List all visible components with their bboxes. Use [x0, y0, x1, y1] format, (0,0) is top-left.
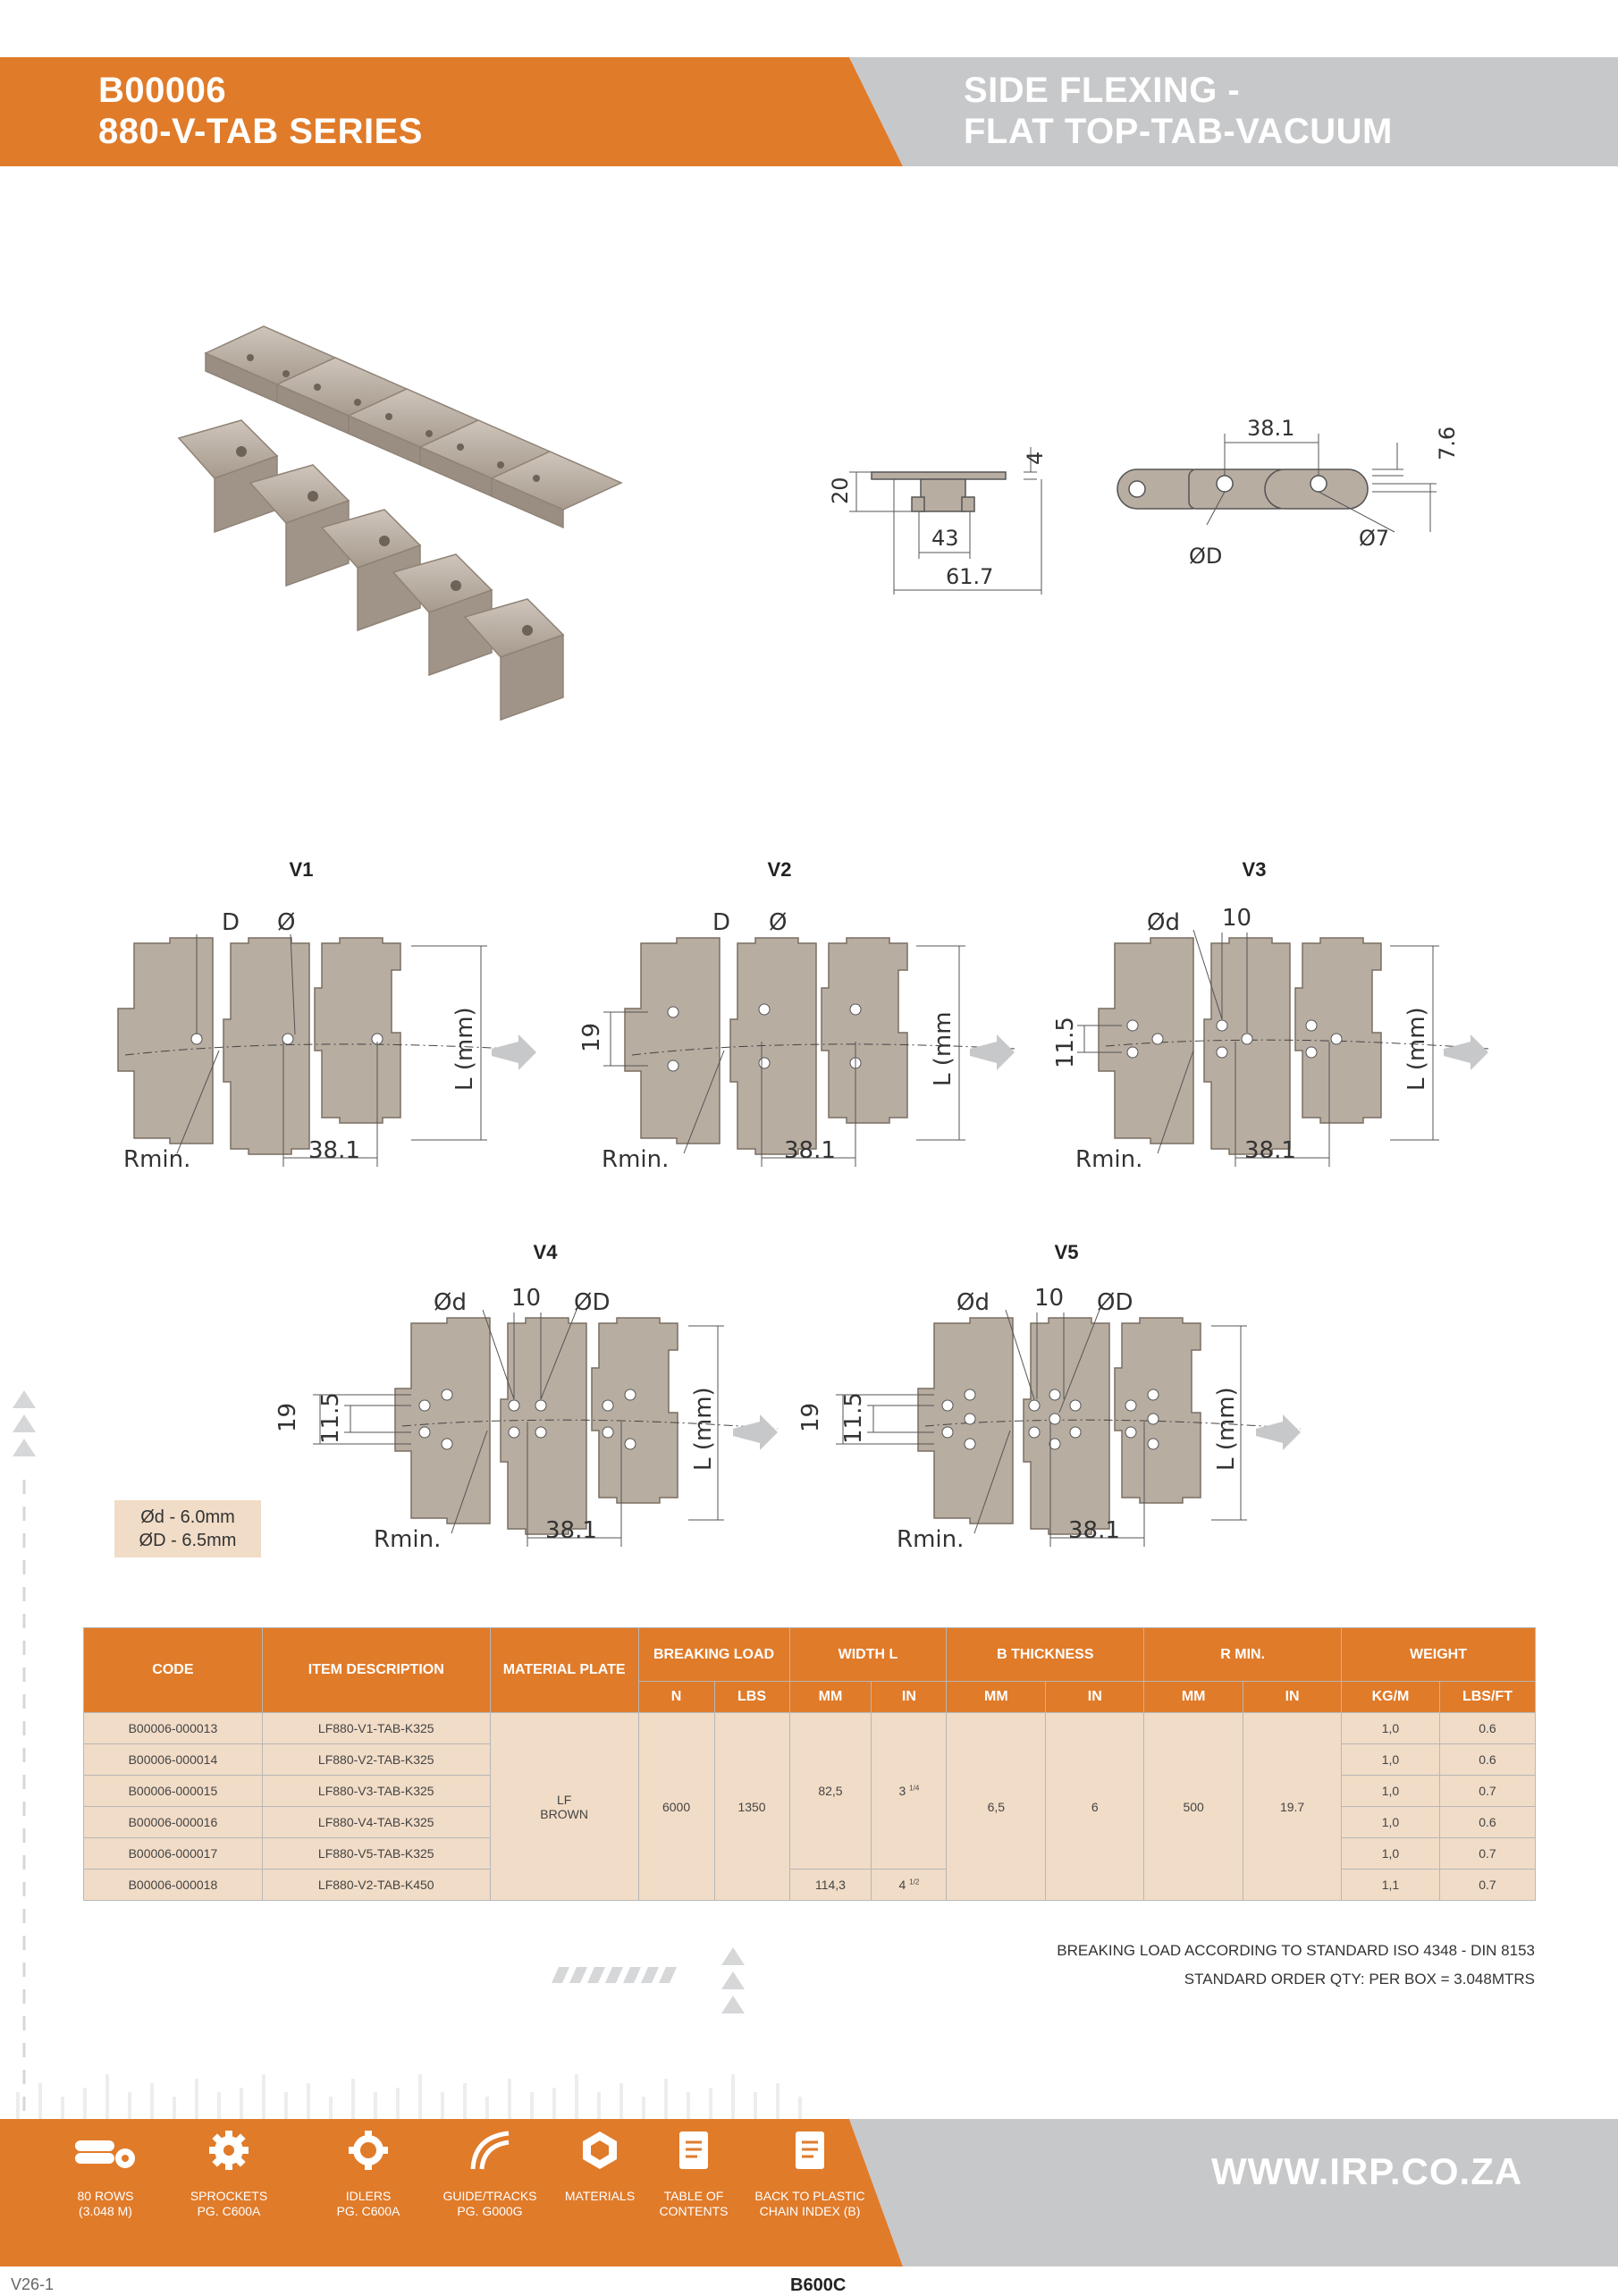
v5-l-label: L (mm) [1213, 1387, 1240, 1471]
product-code: B00006 [98, 71, 227, 110]
dim-outer-width: 61.7 [946, 564, 994, 589]
th-thickness-in: IN [1046, 1682, 1144, 1713]
v5-od-small-label: Ød [956, 1289, 990, 1316]
cell-thickness-in: 6 [1046, 1713, 1144, 1901]
cell-width-mm: 114,3 [789, 1870, 872, 1901]
nav-sprockets-line1: SPROCKETS [190, 2189, 268, 2203]
v5-10-label: 10 [1034, 1285, 1065, 1312]
width-in-fraction: 1/2 [909, 1878, 920, 1887]
legend-small-diameter: Ød - 6.0mm [140, 1507, 235, 1527]
dim-plate: 7.6 [1435, 426, 1460, 460]
v5-19-label: 19 [797, 1402, 824, 1432]
th-b-thickness: B THICKNESS [947, 1628, 1144, 1682]
v3-l-label: L (mm) [1403, 1007, 1430, 1091]
th-width-in: IN [872, 1682, 947, 1713]
nav-back-to-index[interactable] [743, 2128, 877, 2219]
decorative-side-arrows [11, 1390, 38, 2123]
cell-width-in [872, 1713, 947, 1870]
decorative-up-arrows [720, 1947, 746, 2019]
document-icon [792, 2128, 828, 2173]
diameter-legend [114, 1500, 261, 1557]
version-label: V26-1 [11, 2275, 55, 2293]
variant-label-v1: V1 [289, 858, 314, 881]
v4-od-small-label: Ød [434, 1289, 467, 1316]
v4-pitch-label: 38.1 [545, 1517, 597, 1544]
dim-inner-width: 43 [931, 526, 959, 551]
cell-rmin-in: 19.7 [1243, 1713, 1342, 1901]
table-row [84, 1713, 1536, 1744]
cell-item: LF880-V5-TAB-K325 [262, 1838, 490, 1870]
cell-weight-lb: 0.6 [1439, 1713, 1535, 1744]
cell-code: B00006-000015 [84, 1776, 263, 1807]
cell-width-in [872, 1870, 947, 1901]
specifications-table [83, 1627, 1536, 1901]
v1-d-label: D [222, 909, 240, 936]
width-in-fraction: 1/4 [909, 1784, 920, 1793]
idler-icon [346, 2128, 391, 2173]
v5-od-large-label: ØD [1097, 1289, 1133, 1316]
nav-toc-line2: CONTENTS [659, 2204, 729, 2218]
th-r-min: R MIN. [1144, 1628, 1342, 1682]
cell-code: B00006-000017 [84, 1838, 263, 1870]
category-line-1: SIDE FLEXING - [964, 71, 1241, 110]
th-rmin-mm: MM [1144, 1682, 1243, 1713]
th-item-description: ITEM DESCRIPTION [262, 1628, 490, 1713]
th-weight: WEIGHT [1342, 1628, 1536, 1682]
v2-pitch-label: 38.1 [784, 1137, 836, 1164]
variant-v5-drawing [797, 1279, 1327, 1565]
v4-rmin-label: Rmin. [374, 1526, 442, 1553]
note-order-qty: STANDARD ORDER QTY: PER BOX = 3.048MTRS [1184, 1971, 1535, 1988]
nav-materials-line1: MATERIALS [564, 2189, 636, 2203]
v3-10-label: 10 [1222, 905, 1252, 932]
note-breaking-load: BREAKING LOAD ACCORDING TO STANDARD ISO 4348 - DIN 8153 [1057, 1942, 1535, 1959]
cell-weight-kg: 1,0 [1342, 1776, 1440, 1807]
cell-weight-lb: 0.7 [1439, 1776, 1535, 1807]
width-in-whole: 4 [898, 1878, 906, 1892]
cell-item: LF880-V4-TAB-K325 [262, 1807, 490, 1838]
th-thickness-mm: MM [947, 1682, 1046, 1713]
rows-icon [72, 2128, 139, 2173]
v1-o-label: Ø [277, 909, 296, 936]
v5-115-label: 11.5 [840, 1392, 867, 1444]
cell-item: LF880-V2-TAB-K450 [262, 1870, 490, 1901]
nav-80-rows-line2: (3.048 M) [79, 2204, 132, 2218]
th-rmin-in: IN [1243, 1682, 1342, 1713]
cell-code: B00006-000018 [84, 1870, 263, 1901]
th-width-mm: MM [789, 1682, 872, 1713]
cell-material [490, 1713, 638, 1901]
cell-weight-kg: 1,0 [1342, 1713, 1440, 1744]
nav-guide-tracks-line1: GUIDE/TRACKS [442, 2189, 537, 2203]
cell-weight-kg: 1,0 [1342, 1838, 1440, 1870]
dim-height: 20 [828, 477, 853, 504]
nav-guide-tracks-line2: PG. G000G [457, 2204, 523, 2218]
v2-o-label: Ø [769, 909, 788, 936]
materials-icon [577, 2128, 622, 2173]
cell-weight-lb: 0.7 [1439, 1870, 1535, 1901]
dim-thickness: 4 [1023, 451, 1048, 465]
v5-pitch-label: 38.1 [1068, 1517, 1120, 1544]
cell-thickness-mm: 6,5 [947, 1713, 1046, 1901]
width-in-whole: 3 [898, 1784, 906, 1798]
cell-weight-kg: 1,0 [1342, 1807, 1440, 1838]
dim-pin-diameter: ØD [1189, 544, 1223, 569]
cell-breaking-lbs: 1350 [714, 1713, 789, 1901]
side-profile-drawing [822, 411, 1091, 608]
th-lbs: LBS [714, 1682, 789, 1713]
dim-pitch: 38.1 [1247, 416, 1295, 441]
cell-weight-lb: 0.6 [1439, 1744, 1535, 1776]
cell-code: B00006-000013 [84, 1713, 263, 1744]
nav-sprockets[interactable] [162, 2128, 296, 2219]
cell-code: B00006-000016 [84, 1807, 263, 1838]
cell-weight-kg: 1,0 [1342, 1744, 1440, 1776]
chain-product-illustration [179, 304, 644, 724]
v5-rmin-label: Rmin. [897, 1526, 965, 1553]
th-lbsft: LBS/FT [1439, 1682, 1535, 1713]
variant-v3-drawing [1052, 899, 1506, 1185]
nav-sprockets-line2: PG. C600A [197, 2204, 261, 2218]
v3-115-label: 11.5 [1052, 1017, 1079, 1068]
nav-80-rows[interactable] [38, 2128, 173, 2219]
variant-label-v2: V2 [767, 858, 792, 881]
cell-code: B00006-000014 [84, 1744, 263, 1776]
cell-item: LF880-V1-TAB-K325 [262, 1713, 490, 1744]
cell-item: LF880-V2-TAB-K325 [262, 1744, 490, 1776]
v1-rmin-label: Rmin. [123, 1146, 191, 1173]
series-name: 880-V-TAB SERIES [98, 112, 423, 151]
cell-rmin-mm: 500 [1144, 1713, 1243, 1901]
nav-back-line1: BACK TO PLASTIC [754, 2189, 865, 2203]
th-breaking-load: BREAKING LOAD [638, 1628, 789, 1682]
v1-l-label: L (mm) [451, 1007, 478, 1091]
cell-weight-lb: 0.6 [1439, 1807, 1535, 1838]
top-profile-drawing [1104, 407, 1462, 586]
cell-weight-lb: 0.7 [1439, 1838, 1535, 1870]
v3-pitch-label: 38.1 [1244, 1137, 1296, 1164]
nav-idlers-line2: PG. C600A [336, 2204, 400, 2218]
th-material-plate: MATERIAL PLATE [490, 1628, 638, 1713]
website-link[interactable]: WWW.IRP.CO.ZA [1211, 2150, 1523, 2192]
th-n: N [638, 1682, 714, 1713]
category-line-2: FLAT TOP-TAB-VACUUM [964, 112, 1393, 151]
guide-track-icon [468, 2128, 512, 2173]
th-width-l: WIDTH L [789, 1628, 947, 1682]
decorative-stripes [550, 1947, 702, 2028]
variant-v1-drawing [107, 899, 554, 1185]
v1-pitch-label: 38.1 [308, 1137, 360, 1164]
cell-breaking-n: 6000 [638, 1713, 714, 1901]
cell-item: LF880-V3-TAB-K325 [262, 1776, 490, 1807]
v4-19-label: 19 [274, 1402, 301, 1432]
v4-10-label: 10 [511, 1285, 542, 1312]
variant-label-v5: V5 [1054, 1241, 1079, 1263]
v4-l-label: L (mm) [690, 1387, 717, 1471]
cell-width-mm: 82,5 [789, 1713, 872, 1870]
nav-idlers-line1: IDLERS [345, 2189, 392, 2203]
v3-rmin-label: Rmin. [1075, 1146, 1143, 1173]
header-category [964, 70, 1393, 152]
v2-rmin-label: Rmin. [602, 1146, 670, 1173]
th-kgm: KG/M [1342, 1682, 1440, 1713]
nav-table-of-contents[interactable] [627, 2128, 761, 2219]
header-title [98, 70, 423, 152]
variant-label-v3: V3 [1242, 858, 1267, 881]
v2-d-label: D [712, 909, 731, 936]
v4-115-label: 11.5 [317, 1392, 344, 1444]
document-icon [676, 2128, 712, 2173]
material-line-1: LF [556, 1792, 572, 1807]
nav-back-line2: CHAIN INDEX (B) [759, 2204, 861, 2218]
variant-v2-drawing [578, 899, 1032, 1185]
nav-80-rows-line1: 80 ROWS [77, 2189, 134, 2203]
v4-od-large-label: ØD [574, 1289, 611, 1316]
dim-hole-diameter: Ø7 [1359, 526, 1390, 551]
page-number: B600C [790, 2275, 847, 2295]
v3-od-label: Ød [1147, 909, 1180, 936]
th-code: CODE [84, 1628, 263, 1713]
material-line-2: BROWN [540, 1806, 588, 1821]
cell-weight-kg: 1,1 [1342, 1870, 1440, 1901]
v2-19-label: 19 [578, 1022, 605, 1052]
nav-toc-line1: TABLE OF [663, 2189, 724, 2203]
legend-large-diameter: ØD - 6.5mm [139, 1531, 237, 1550]
nav-idlers[interactable] [301, 2128, 435, 2219]
sprocket-icon [206, 2128, 251, 2173]
v2-l-label: L (mm [930, 1011, 956, 1086]
variant-v4-drawing [274, 1279, 805, 1565]
decorative-ruler [0, 2065, 1618, 2119]
variant-label-v4: V4 [533, 1241, 558, 1263]
